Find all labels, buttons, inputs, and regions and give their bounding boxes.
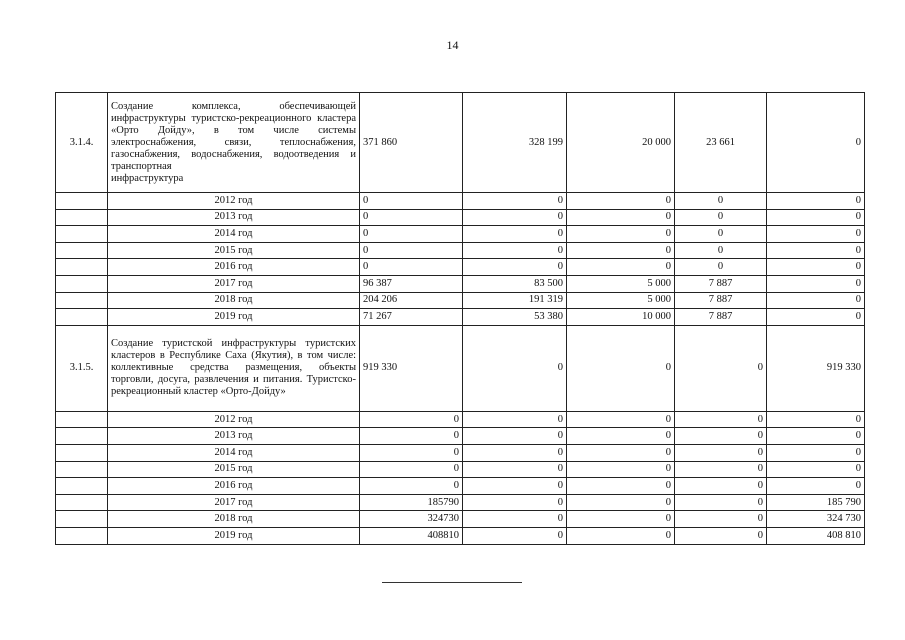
year-value: 0 — [675, 444, 767, 461]
year-value: 0 — [567, 242, 675, 259]
table-row-year — [56, 242, 865, 259]
item-name-line: средства размещения, объекты торговли, — [111, 362, 357, 386]
total-value: 371 860 — [360, 93, 463, 193]
year-value: 0 — [567, 259, 675, 276]
year-value: 0 — [675, 242, 767, 259]
table-row-year — [56, 259, 865, 276]
year-value: 0 — [675, 461, 767, 478]
year-value: 0 — [767, 242, 865, 259]
year-value: 0 — [767, 478, 865, 495]
total-value: 328 199 — [463, 93, 567, 193]
year-value: 0 — [360, 226, 463, 243]
year-value: 0 — [463, 511, 567, 528]
year-value: 0 — [567, 461, 675, 478]
item-name-line: Создание туристской инфраструктуры — [111, 338, 297, 350]
year-label: 2015 год — [108, 461, 360, 478]
year-value: 0 — [675, 494, 767, 511]
year-value: 0 — [360, 193, 463, 210]
year-value: 0 — [767, 411, 865, 428]
total-value: 0 — [767, 93, 865, 193]
year-value: 408810 — [360, 527, 463, 544]
item-name-line: электроснабжения, связи, теплоснабжения, — [111, 136, 356, 148]
total-value: 20 000 — [567, 93, 675, 193]
year-label: 2013 год — [108, 428, 360, 445]
year-value: 0 — [767, 259, 865, 276]
year-label: 2019 год — [108, 309, 360, 326]
year-value: 7 887 — [675, 292, 767, 309]
table-row-year — [56, 209, 865, 226]
year-value: 0 — [463, 461, 567, 478]
table-row-year — [56, 527, 865, 544]
year-value: 10 000 — [567, 309, 675, 326]
year-value: 0 — [567, 411, 675, 428]
year-value: 0 — [675, 428, 767, 445]
item-name-line: рекреационный кластер «Орто-Дойду» — [111, 386, 286, 398]
item-name — [108, 93, 360, 193]
year-value: 0 — [360, 478, 463, 495]
year-value: 96 387 — [360, 275, 463, 292]
year-value: 5 000 — [567, 275, 675, 292]
item-code: 3.1.5. — [56, 325, 108, 411]
year-value: 7 887 — [675, 309, 767, 326]
year-value: 0 — [767, 461, 865, 478]
year-label: 2014 год — [108, 444, 360, 461]
year-value: 0 — [360, 411, 463, 428]
year-value: 324 730 — [767, 511, 865, 528]
year-label: 2015 год — [108, 242, 360, 259]
table-row-main — [56, 325, 865, 411]
year-value: 53 380 — [463, 309, 567, 326]
year-label: 2012 год — [108, 193, 360, 210]
item-name — [108, 325, 360, 411]
year-label: 2012 год — [108, 411, 360, 428]
table-row-year — [56, 275, 865, 292]
year-value: 0 — [767, 209, 865, 226]
table-row-main — [56, 93, 865, 193]
year-label: 2014 год — [108, 226, 360, 243]
item-name-line: инфраструктура — [111, 172, 184, 184]
year-value: 0 — [463, 242, 567, 259]
year-label: 2017 год — [108, 494, 360, 511]
total-value: 0 — [675, 325, 767, 411]
year-value: 0 — [360, 461, 463, 478]
year-value: 185790 — [360, 494, 463, 511]
year-value: 0 — [567, 193, 675, 210]
item-name-line: инфраструктуры туристско-рекреационного — [111, 112, 312, 124]
year-label: 2018 год — [108, 511, 360, 528]
year-value: 0 — [767, 292, 865, 309]
table-row-year — [56, 428, 865, 445]
year-label: 2013 год — [108, 209, 360, 226]
year-value: 0 — [767, 309, 865, 326]
total-value: 919 330 — [767, 325, 865, 411]
year-value: 0 — [675, 527, 767, 544]
year-value: 0 — [463, 226, 567, 243]
total-value: 0 — [463, 325, 567, 411]
table-row-year — [56, 511, 865, 528]
year-value: 0 — [675, 209, 767, 226]
year-value: 0 — [767, 226, 865, 243]
year-label: 2017 год — [108, 275, 360, 292]
year-value: 0 — [463, 209, 567, 226]
year-value: 7 887 — [675, 275, 767, 292]
year-value: 0 — [675, 411, 767, 428]
table-row-year — [56, 478, 865, 495]
table-row-year — [56, 444, 865, 461]
item-code: 3.1.4. — [56, 93, 108, 193]
year-value: 0 — [567, 511, 675, 528]
year-label: 2018 год — [108, 292, 360, 309]
year-value: 0 — [675, 193, 767, 210]
year-value: 71 267 — [360, 309, 463, 326]
year-label: 2019 год — [108, 527, 360, 544]
financing-table — [55, 92, 865, 545]
year-value: 0 — [767, 193, 865, 210]
year-value: 324730 — [360, 511, 463, 528]
year-value: 0 — [360, 428, 463, 445]
item-name-line: (Якутия), в том числе: коллективные — [111, 350, 357, 374]
year-value: 204 206 — [360, 292, 463, 309]
year-value: 0 — [463, 478, 567, 495]
year-label: 2016 год — [108, 259, 360, 276]
year-value: 0 — [567, 478, 675, 495]
year-value: 0 — [463, 527, 567, 544]
year-value: 191 319 — [463, 292, 567, 309]
table-row-year — [56, 226, 865, 243]
item-name-line: Создание комплекса, обеспечивающей — [111, 100, 356, 112]
year-value: 0 — [675, 511, 767, 528]
year-value: 0 — [463, 494, 567, 511]
item-name-line: туристских кластеров в Республике Саха — [111, 338, 356, 362]
item-name-line: кластера «Орто Дойду», в том числе системы — [111, 112, 356, 136]
table-row-year — [56, 494, 865, 511]
table-row-year — [56, 292, 865, 309]
item-name-line: досуга, развлечения и питания. Туристско- — [157, 374, 356, 386]
year-value: 0 — [360, 444, 463, 461]
year-value: 0 — [675, 259, 767, 276]
table-row-year — [56, 309, 865, 326]
table-row-year — [56, 411, 865, 428]
year-label: 2016 год — [108, 478, 360, 495]
table-body — [56, 93, 865, 545]
year-value: 0 — [567, 209, 675, 226]
total-value: 0 — [567, 325, 675, 411]
year-value: 0 — [767, 444, 865, 461]
year-value: 0 — [567, 226, 675, 243]
year-value: 0 — [675, 226, 767, 243]
year-value: 0 — [463, 428, 567, 445]
year-value: 0 — [463, 259, 567, 276]
year-value: 0 — [767, 275, 865, 292]
year-value: 185 790 — [767, 494, 865, 511]
table-row-year — [56, 193, 865, 210]
year-value: 0 — [463, 193, 567, 210]
total-value: 919 330 — [360, 325, 463, 411]
year-value: 0 — [767, 428, 865, 445]
year-value: 0 — [675, 478, 767, 495]
year-value: 0 — [360, 259, 463, 276]
total-value: 23 661 — [675, 93, 767, 193]
item-name-line: газоснабжения, водоснабжения, — [111, 148, 263, 160]
year-value: 0 — [463, 411, 567, 428]
year-value: 0 — [463, 444, 567, 461]
year-value: 0 — [567, 527, 675, 544]
year-value: 408 810 — [767, 527, 865, 544]
year-value: 5 000 — [567, 292, 675, 309]
item-name-line: водоотведения и транспортная — [111, 148, 357, 172]
year-value: 0 — [567, 428, 675, 445]
page-number: 14 — [446, 38, 459, 52]
footnote-divider — [382, 582, 522, 583]
year-value: 0 — [360, 209, 463, 226]
year-value: 0 — [567, 494, 675, 511]
year-value: 83 500 — [463, 275, 567, 292]
year-value: 0 — [360, 242, 463, 259]
year-value: 0 — [567, 444, 675, 461]
table-row-year — [56, 461, 865, 478]
